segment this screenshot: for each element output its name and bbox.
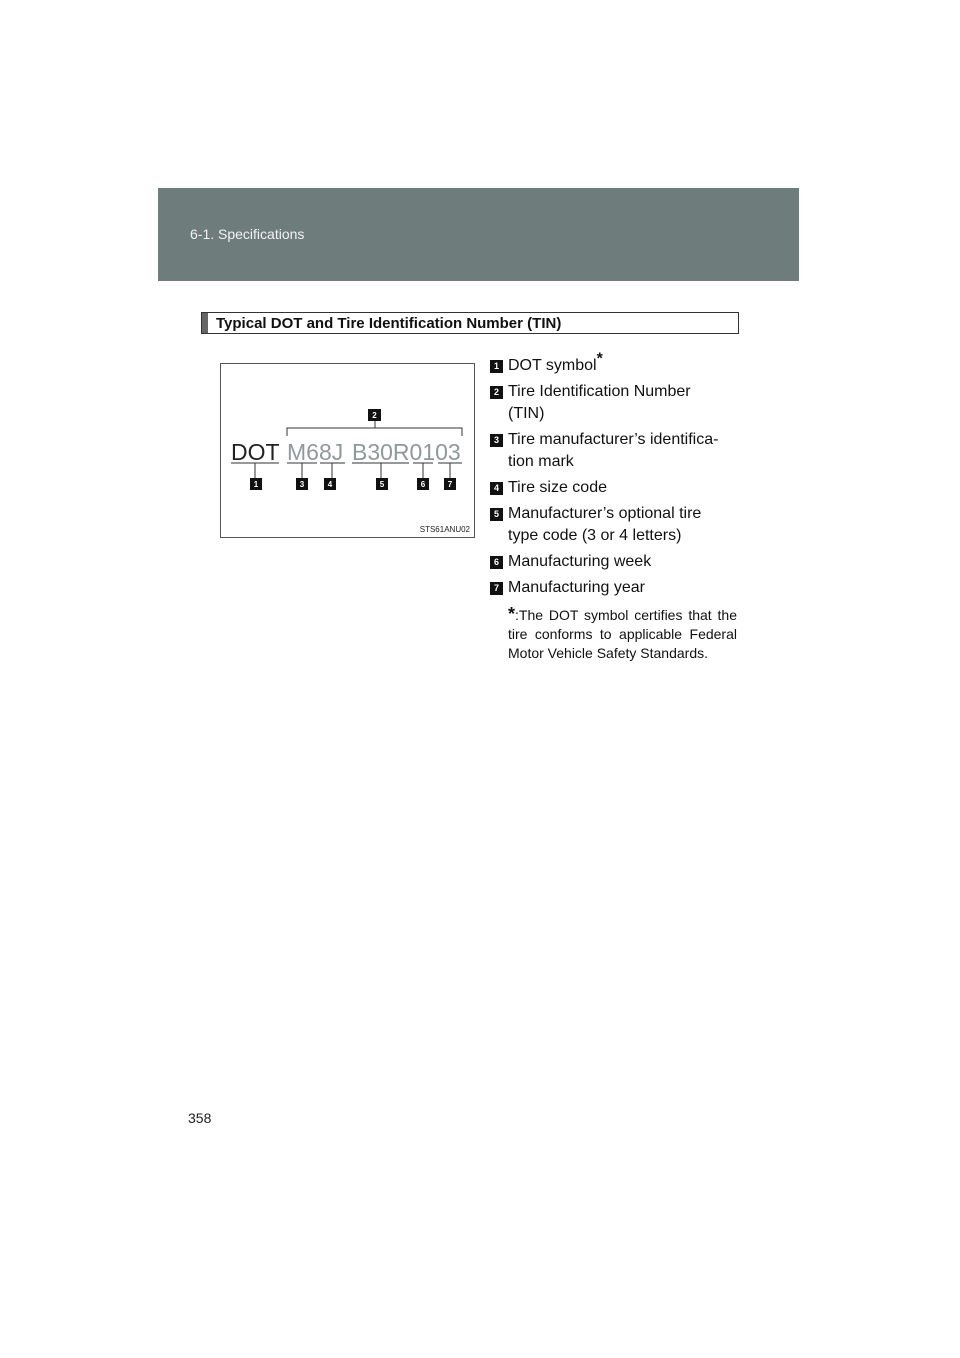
badge-7-label: 7 [447,480,453,489]
code-manufacturer-size: M68J [287,439,344,465]
section-title: 6-1. Specifications [190,226,305,242]
legend-item-size-code [490,477,738,499]
heading-text: Typical DOT and Tire Identification Number (TIN) [216,315,562,332]
legend-label: Tire manufacturer’s identifica- [508,431,719,448]
legend-label: Tire Identification Number [508,383,691,400]
tin-bracket [287,428,462,436]
header-band [158,188,799,281]
legend-item-week [490,551,738,573]
legend-number: 7 [490,582,503,595]
legend-number: 4 [490,482,503,495]
tire-code-figure [220,363,475,538]
footnote-marker: * [596,350,603,368]
badge-5-label: 5 [379,480,385,489]
footnote-star: * [508,604,516,624]
legend-label-cont: (TIN) [508,405,545,422]
code-optional-date: B30R0103 [352,439,461,465]
page-number: 358 [188,1110,212,1126]
legend-item-dot-symbol [490,350,738,377]
legend-number: 5 [490,508,503,521]
legend-item-optional-type-code [490,503,738,547]
tire-code-diagram [221,364,476,539]
heading-accent [202,313,208,333]
badge-2-label: 2 [372,411,377,420]
legend-label [508,350,738,377]
badge-6-label: 6 [420,480,426,489]
legend-number: 2 [490,386,503,399]
footnote-text: :The DOT symbol certifies that the tire conforms to applicable Federal Motor Vehicle Safety Standards. [508,607,737,661]
legend-label: Manufacturing week [508,553,652,570]
legend-list [490,350,738,603]
badge-1-label: 1 [253,480,259,489]
legend-item-manufacturer-id [490,429,738,473]
legend-label-text: DOT symbol [508,357,597,374]
badge-4-label: 4 [327,480,333,489]
code-dot: DOT [231,439,280,465]
section-heading [201,312,739,334]
legend-label: Manufacturing year [508,579,645,596]
legend-number: 6 [490,556,503,569]
legend-item-year [490,577,738,599]
legend-label-cont: tion mark [508,453,574,470]
legend-number: 1 [490,360,503,373]
legend-number: 3 [490,434,503,447]
footnote [508,605,737,663]
figure-id: STS61ANU02 [419,525,470,534]
badge-3-label: 3 [299,480,305,489]
legend-label: Tire size code [508,479,607,496]
legend-item-tin [490,381,738,425]
legend-label: Manufacturer’s optional tire [508,505,702,522]
legend-label-cont: type code (3 or 4 letters) [508,527,682,544]
